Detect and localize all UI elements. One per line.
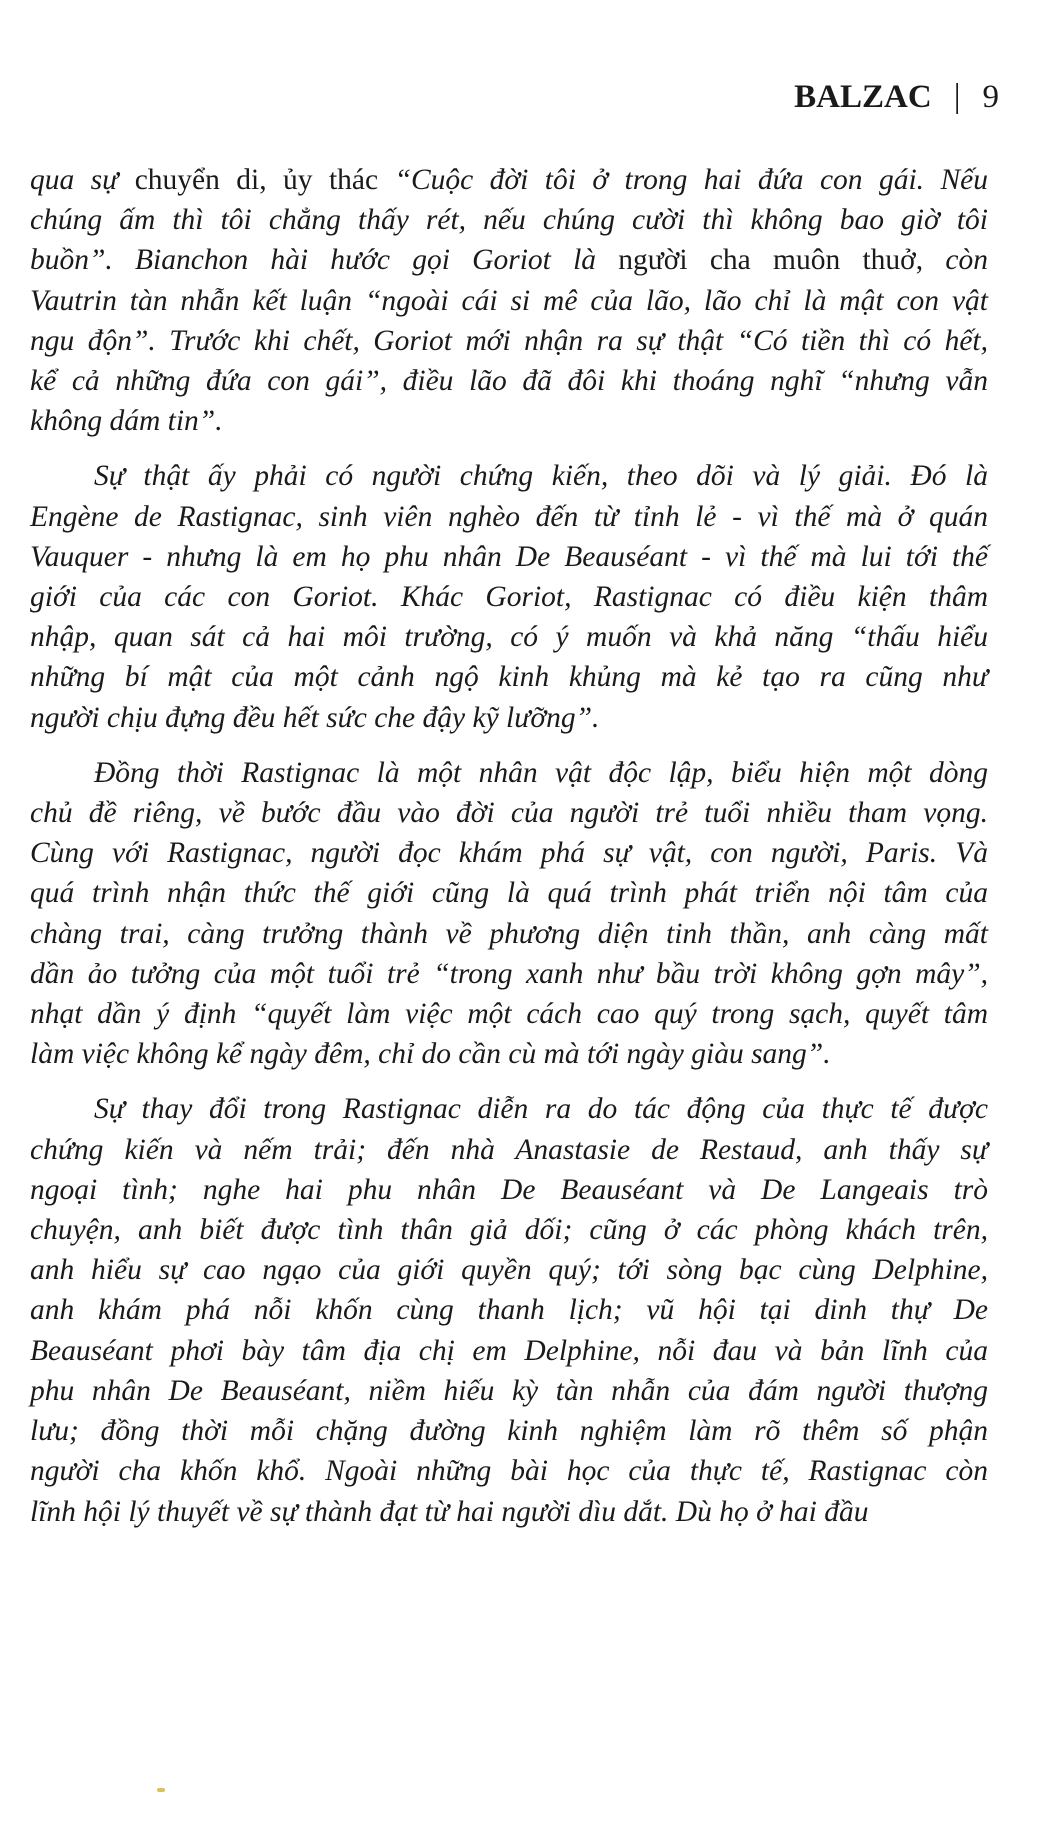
text-line [30, 1411, 988, 1451]
text-line [30, 954, 988, 994]
text-segment: Engène de Rastignac, sinh viên nghèo đến từ tỉnh lẻ - vì thế mà ở quán [30, 500, 988, 533]
text-segment: Vautrin tàn nhẫn kết luận “ngoài cái si mê của lão, lão chỉ là mật con vật [30, 284, 988, 317]
text-segment: nhập, quan sát cả hai môi trường, có ý muốn và khả năng “thấu hiểu [30, 621, 988, 654]
text-line [30, 1034, 988, 1074]
text-segment: nhạt dần ý định “quyết làm việc một cách cao quý trong sạch, quyết tâm [30, 998, 988, 1031]
text-segment: ngu độn”. Trước khi chết, Goriot mới nhận ra sự thật “Có tiền thì có hết, [30, 324, 988, 357]
text-segment: người chịu đựng đều hết sức che đậy kỹ lưỡng”. [30, 701, 600, 734]
text-line [30, 497, 988, 537]
text-line [30, 1371, 988, 1411]
text-segment: phu nhân De Beauséant, niềm hiếu kỳ tàn nhẫn của đám người thượng [30, 1374, 988, 1407]
text-line [30, 698, 988, 738]
text-segment: quá trình nhận thức thế giới cũng là quá trình phát triển nội tâm của [30, 877, 988, 910]
text-line [30, 401, 988, 441]
text-line [30, 321, 988, 361]
text-segment: “Cuộc đời tôi ở trong hai đứa con gái. Nếu [394, 164, 988, 196]
text-segment: kể cả những đứa con gái”, điều lão đã đôi khi thoáng nghĩ “nhưng vẫn [30, 365, 988, 398]
text-line [30, 873, 988, 913]
text-segment: buồn”. Bianchon hài hước gọi Goriot là [30, 244, 619, 277]
text-segment: chủ đề riêng, về bước đầu vào đời của người trẻ tuổi nhiều tham vọng. [30, 797, 988, 830]
text-segment: Sự thật ấy phải có người chứng kiến, theo dõi và lý giải. Đó là [94, 460, 988, 493]
text-line [30, 537, 988, 577]
text-segment: ngoại tình; nghe hai phu nhân De Beauséant và De Langeais trò [30, 1173, 988, 1206]
paragraph [30, 1089, 988, 1531]
text-segment: chàng trai, càng trưởng thành về phương diện tinh thần, anh càng mất [30, 917, 988, 950]
paragraph [30, 456, 988, 737]
text-line [30, 793, 988, 833]
text-segment: Sự thay đổi trong Rastignac diễn ra do tác động của thực tế được [94, 1093, 988, 1126]
print-speck [157, 1788, 165, 1792]
text-segment: anh hiểu sự cao ngạo của giới quyền quý; tới sòng bạc cùng Delphine, [30, 1254, 988, 1287]
text-segment: không dám tin”. [30, 405, 223, 438]
text-segment: lưu; đồng thời mỗi chặng đường kinh nghiệm làm rõ thêm số phận [30, 1415, 988, 1448]
text-line [30, 361, 988, 401]
text-segment: chúng ấm thì tôi chẳng thấy rét, nếu chúng cười thì không bao giờ tôi [30, 204, 988, 237]
text-line [30, 240, 988, 280]
text-segment: Vauquer - nhưng là em họ phu nhân De Beauséant - vì thế mà lui tới thế [30, 540, 988, 573]
text-line [30, 1451, 988, 1491]
text-line [30, 160, 988, 200]
running-header [794, 78, 999, 116]
running-header-title: BALZAC [794, 78, 932, 115]
running-header-separator: | [953, 78, 961, 115]
text-segment: anh khám phá nỗi khốn cùng thanh lịch; vũ hội tại dinh thự De [30, 1294, 988, 1327]
text-line [30, 914, 988, 954]
text-line [30, 657, 988, 697]
text-line [30, 1492, 988, 1532]
text-line [30, 1250, 988, 1290]
body-text [30, 160, 988, 1547]
paragraph [30, 753, 988, 1075]
text-segment: Cùng với Rastignac, người đọc khám phá sự vật, con người, Paris. Và [30, 837, 988, 870]
text-segment: Đồng thời Rastignac là một nhân vật độc lập, biểu hiện một dòng [94, 756, 988, 789]
text-segment: còn [923, 244, 988, 277]
text-line [30, 281, 988, 321]
text-segment: qua sự [30, 164, 135, 196]
text-segment: Beauséant phơi bày tâm địa chị em Delphine, nỗi đau và bản lĩnh của [30, 1334, 988, 1367]
page-number: 9 [982, 78, 999, 115]
text-line [30, 1331, 988, 1371]
text-line [30, 833, 988, 873]
paragraph [30, 160, 988, 441]
text-segment: lĩnh hội lý thuyết về sự thành đạt từ hai người dìu dắt. Dù họ ở hai đầu [30, 1495, 869, 1528]
text-segment: làm việc không kể ngày đêm, chỉ do cần cù mà tới ngày giàu sang”. [30, 1038, 831, 1071]
text-line [30, 456, 988, 496]
text-segment: những bí mật của một cảnh ngộ kinh khủng mà kẻ tạo ra cũng như [30, 661, 988, 694]
text-line [30, 577, 988, 617]
text-line [30, 1130, 988, 1170]
text-line [30, 1290, 988, 1330]
text-segment: người cha muôn thuở, [618, 244, 924, 277]
text-line [30, 1089, 988, 1129]
text-line [30, 1170, 988, 1210]
text-segment: chuyện, anh biết được tình thân giả dối; cũng ở các phòng khách trên, [30, 1214, 988, 1247]
text-segment: chứng kiến và nếm trải; đến nhà Anastasie de Restaud, anh thấy sự [30, 1133, 988, 1166]
text-segment: chuyển di, ủy thác [134, 164, 395, 196]
text-line [30, 753, 988, 793]
text-line [30, 200, 988, 240]
text-segment: giới của các con Goriot. Khác Goriot, Rastignac có điều kiện thâm [30, 581, 988, 614]
text-segment: người cha khốn khổ. Ngoài những bài học của thực tế, Rastignac còn [30, 1455, 988, 1488]
text-line [30, 994, 988, 1034]
text-line [30, 1210, 988, 1250]
text-segment: dần ảo tưởng của một tuổi trẻ “trong xanh như bầu trời không gợn mây”, [30, 957, 988, 990]
text-line [30, 617, 988, 657]
